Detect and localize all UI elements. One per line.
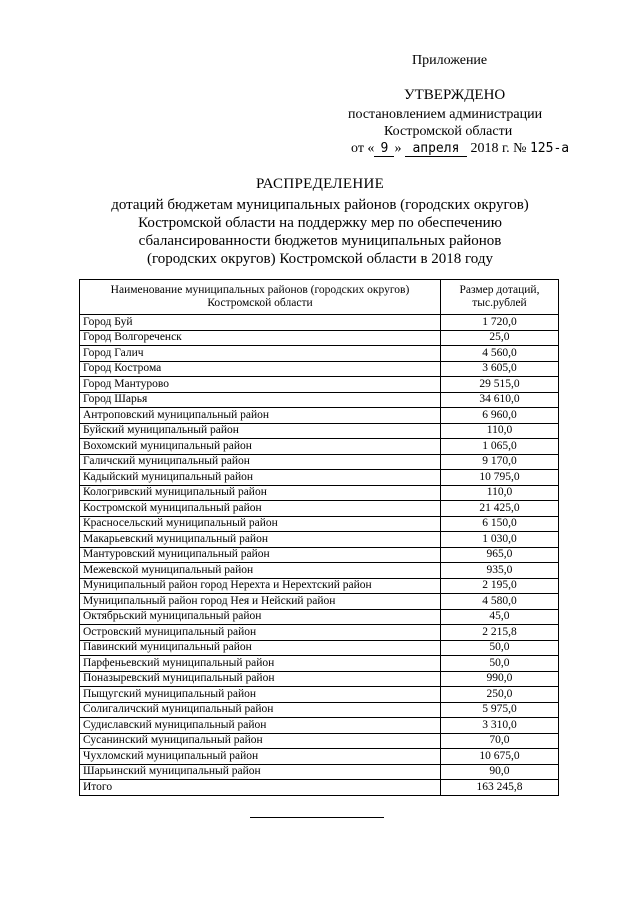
row-value: 50,0 <box>440 640 558 656</box>
table-row <box>80 718 559 734</box>
row-name: Островский муниципальный район <box>80 625 441 641</box>
row-name: Кологривский муниципальный район <box>80 485 441 501</box>
date-day: 9 <box>374 142 394 157</box>
table-row <box>80 563 559 579</box>
row-name: Октябрьский муниципальный район <box>80 609 441 625</box>
table-row <box>80 547 559 563</box>
document-heading <box>60 175 580 268</box>
row-value: 3 605,0 <box>440 361 558 377</box>
row-name: Красносельский муниципальный район <box>80 516 441 532</box>
row-name: Город Кострома <box>80 361 441 377</box>
table-row <box>80 439 559 455</box>
row-name: Чухломский муниципальный район <box>80 749 441 765</box>
row-name: Солигаличский муниципальный район <box>80 702 441 718</box>
row-value: 10 795,0 <box>440 470 558 486</box>
table-row <box>80 315 559 331</box>
header-value: Размер дотаций, тыс.рублей <box>440 280 558 315</box>
table-row <box>80 470 559 486</box>
row-name: Макарьевский муниципальный район <box>80 532 441 548</box>
row-value: 70,0 <box>440 733 558 749</box>
table-row <box>80 609 559 625</box>
row-name: Муниципальный район город Нея и Нейский район <box>80 594 441 610</box>
row-value: 935,0 <box>440 563 558 579</box>
table-row <box>80 594 559 610</box>
table-row <box>80 625 559 641</box>
row-name: Мантуровский муниципальный район <box>80 547 441 563</box>
table-row <box>80 532 559 548</box>
table-row <box>80 671 559 687</box>
approval-line-2: Костромской области <box>384 124 513 139</box>
table-row <box>80 516 559 532</box>
approval-date-line <box>351 141 640 157</box>
heading-line-4: (городских округов) Костромской области в 2018 году <box>146 251 494 267</box>
header-name: Наименование муниципальных районов (городских округов) Костромской области <box>80 280 441 315</box>
table-row <box>80 578 559 594</box>
date-year: 2018 г. № <box>470 141 527 156</box>
table-row <box>80 640 559 656</box>
row-value: 4 560,0 <box>440 346 558 362</box>
table-row <box>80 454 559 470</box>
row-name: Кадыйский муниципальный район <box>80 470 441 486</box>
heading-line-1: дотаций бюджетам муниципальных районов (городских округов) <box>111 197 529 213</box>
row-name: Итого <box>80 780 441 796</box>
row-name: Костромской муниципальный район <box>80 501 441 517</box>
row-value: 1 030,0 <box>440 532 558 548</box>
row-name: Антроповский муниципальный район <box>80 408 441 424</box>
row-value: 5 975,0 <box>440 702 558 718</box>
row-name: Павинский муниципальный район <box>80 640 441 656</box>
row-value: 2 215,8 <box>440 625 558 641</box>
date-month: апреля <box>405 142 467 157</box>
row-name: Поназыревский муниципальный район <box>80 671 441 687</box>
row-name: Пыщугский муниципальный район <box>80 687 441 703</box>
table-header-row <box>80 280 559 315</box>
row-name: Город Буй <box>80 315 441 331</box>
heading-line-2: Костромской области на поддержку мер по обеспечению <box>138 215 502 231</box>
row-value: 3 310,0 <box>440 718 558 734</box>
row-value: 110,0 <box>440 423 558 439</box>
table-row <box>80 733 559 749</box>
closing-divider <box>250 817 384 818</box>
row-value: 34 610,0 <box>440 392 558 408</box>
row-value: 2 195,0 <box>440 578 558 594</box>
row-value: 10 675,0 <box>440 749 558 765</box>
row-name: Сусанинский муниципальный район <box>80 733 441 749</box>
table-row <box>80 764 559 780</box>
row-value: 50,0 <box>440 656 558 672</box>
table-row <box>80 392 559 408</box>
table-row <box>80 346 559 362</box>
row-value: 965,0 <box>440 547 558 563</box>
row-value: 1 065,0 <box>440 439 558 455</box>
row-value: 110,0 <box>440 485 558 501</box>
row-name: Шарьинский муниципальный район <box>80 764 441 780</box>
table-row <box>80 377 559 393</box>
distribution-table <box>79 279 559 796</box>
appendix-label: Приложение <box>412 53 488 68</box>
row-value: 250,0 <box>440 687 558 703</box>
table-row <box>80 749 559 765</box>
row-value: 45,0 <box>440 609 558 625</box>
date-prefix: от « <box>351 141 375 156</box>
document-number: 125-а <box>529 141 570 156</box>
row-value: 21 425,0 <box>440 501 558 517</box>
row-name: Город Волгореченск <box>80 330 441 346</box>
row-value: 29 515,0 <box>440 377 558 393</box>
heading-title: РАСПРЕДЕЛЕНИЕ <box>255 176 385 192</box>
row-name: Город Мантурово <box>80 377 441 393</box>
approval-title: УТВЕРЖДЕНО <box>404 87 506 103</box>
table-row <box>80 656 559 672</box>
date-separator: » <box>394 141 402 156</box>
row-name: Парфеньевский муниципальный район <box>80 656 441 672</box>
table-row <box>80 485 559 501</box>
table-row <box>80 702 559 718</box>
row-value: 90,0 <box>440 764 558 780</box>
row-name: Город Галич <box>80 346 441 362</box>
table-body <box>80 315 559 796</box>
row-name: Межевской муниципальный район <box>80 563 441 579</box>
row-value: 4 580,0 <box>440 594 558 610</box>
row-value: 163 245,8 <box>440 780 558 796</box>
row-value: 6 150,0 <box>440 516 558 532</box>
row-name: Буйский муниципальный район <box>80 423 441 439</box>
row-name: Вохомский муниципальный район <box>80 439 441 455</box>
row-name: Галичский муниципальный район <box>80 454 441 470</box>
table-row <box>80 687 559 703</box>
table-row <box>80 361 559 377</box>
heading-line-3: сбалансированности бюджетов муниципальных районов <box>138 233 502 249</box>
table-row <box>80 330 559 346</box>
table-row <box>80 501 559 517</box>
row-value: 1 720,0 <box>440 315 558 331</box>
row-value: 990,0 <box>440 671 558 687</box>
table-row <box>80 423 559 439</box>
row-value: 25,0 <box>440 330 558 346</box>
row-name: Город Шарья <box>80 392 441 408</box>
row-name: Муниципальный район город Нерехта и Нерехтский район <box>80 578 441 594</box>
row-value: 6 960,0 <box>440 408 558 424</box>
row-name: Судиславский муниципальный район <box>80 718 441 734</box>
approval-line-1: постановлением администрации <box>348 107 543 122</box>
table-row <box>80 408 559 424</box>
table-row <box>80 780 559 796</box>
row-value: 9 170,0 <box>440 454 558 470</box>
